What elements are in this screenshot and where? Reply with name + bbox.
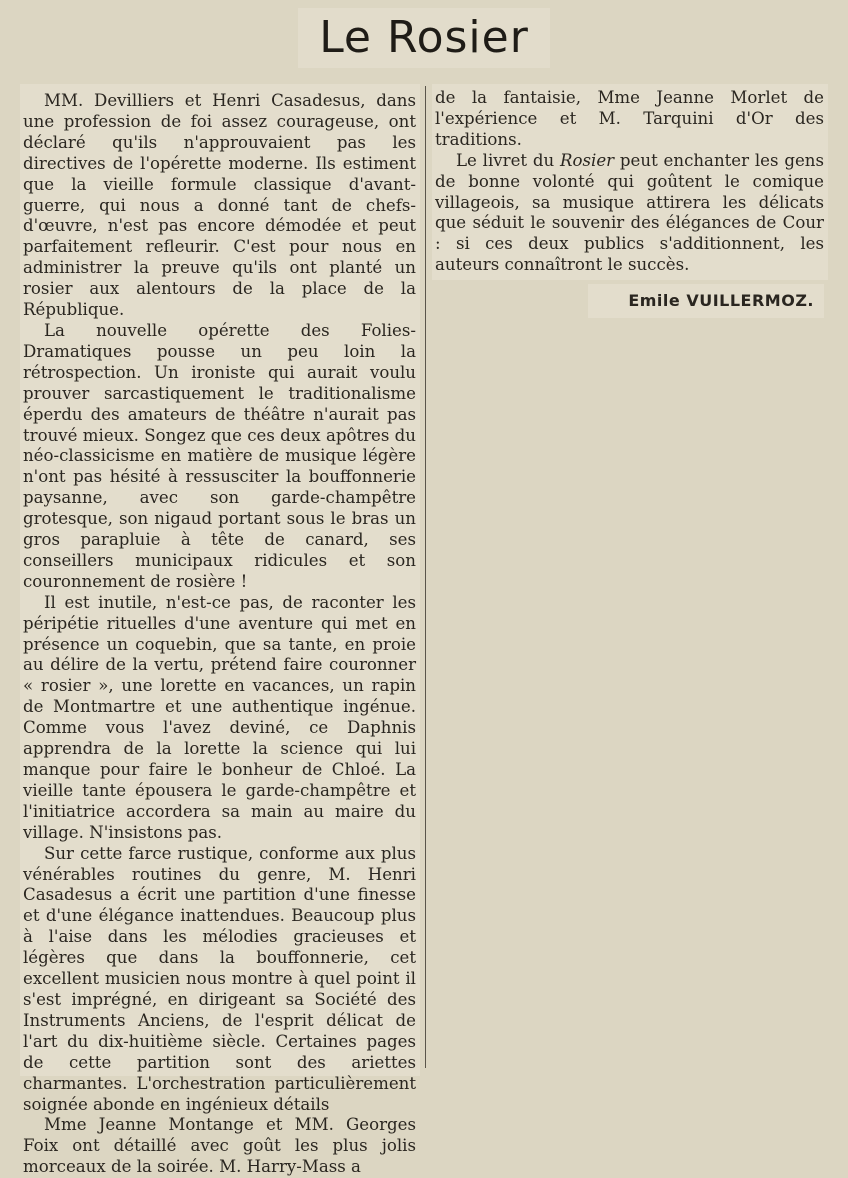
paragraph: MM. Devilliers et Henri Casadesus, dans une profession de foi assez courageuse, ont déclaré qu'ils n'approuvaient pas les directives de l'opérette moderne. Ils estiment que la vieille formule classique d'avant-guerre, qui nous a donné tant de chefs-d'œuvre, n'est pas encore démodée et peut parfaitement refleurir. C'est pour nous en administrer la preuve qu'ils ont planté un rosier aux alentours de la place de la République. — [23, 91, 416, 320]
column-divider — [425, 86, 426, 1068]
paragraph-final — [432, 151, 828, 276]
final-text-end: peut enchanter les gens de bonne volonté qui goûtent le comique villageois, sa musique attirera les délicats que séduit le souvenir des élégances de Cour : si ces deux publics s'additionnent, les auteurs connaîtront le succès. — [435, 150, 824, 275]
right-column — [432, 84, 828, 280]
article-title: Le Rosier — [319, 12, 529, 63]
title-strip — [298, 8, 550, 68]
signature-strip — [588, 284, 824, 318]
left-column — [20, 84, 420, 1177]
paragraph: La nouvelle opérette des Folies-Dramatiques pousse un peu loin la rétrospection. Un ironiste qui aurait voulu prouver sarcastiquement le traditionalisme éperdu des amateurs de théâtre n'aurait pas trouvé mieux. Songez que ces deux apôtres du néo-classicisme en matière de musique légère n'ont pas hésité à ressusciter la bouffonnerie paysanne, avec son garde-champêtre grotesque, son nigaud portant sous le bras un gros parapluie à tête de canard, ses conseillers municipaux ridicules et son couronnement de rosière ! — [23, 320, 416, 591]
work-title-italic: Rosier — [560, 150, 615, 170]
author-signature: Emile VUILLERMOZ. — [628, 291, 814, 310]
paragraph: Sur cette farce rustique, conforme aux plus vénérables routines du genre, M. Henri Casadesus a écrit une partition d'une finesse et d'une élégance inattendues. Beaucoup plus à l'aise dans les mélodies gracieuses et légères que dans la bouffonnerie, cet excellent musicien nous montre à quel point il s'est imprégné, en dirigeant sa Société des Instruments Anciens, de l'esprit délicat de l'art du dix-huitième siècle. Certaines pages de cette partition sont des ariettes charmantes. L'orchestration particulièrement soignée abonde en ingénieux détails — [23, 843, 416, 1114]
final-text-start: Le livret du — [456, 150, 561, 170]
paragraph-continuation: de la fantaisie, Mme Jeanne Morlet de l'expérience et M. Tarquini d'Or des traditions. — [435, 88, 824, 149]
paragraph: Il est inutile, n'est-ce pas, de raconter les péripétie rituelles d'une aventure qui met en présence un coquebin, que sa tante, en proie au délire de la vertu, prétend faire couronner « rosier », une lorette en vacances, un rapin de Montmartre et une authentique ingénue. Comme vous l'avez deviné, ce Daphnis apprendra de la lorette la science qui lui manque pour faire le bonheur de Chloé. La vieille tante épousera le garde-champêtre et l'initiatrice accordera sa main au maire du village. N'insistons pas. — [23, 592, 416, 842]
paragraph: Mme Jeanne Montange et MM. Georges Foix ont détaillé avec goût les plus jolis morceaux de la soirée. M. Harry-Mass a — [23, 1115, 416, 1177]
